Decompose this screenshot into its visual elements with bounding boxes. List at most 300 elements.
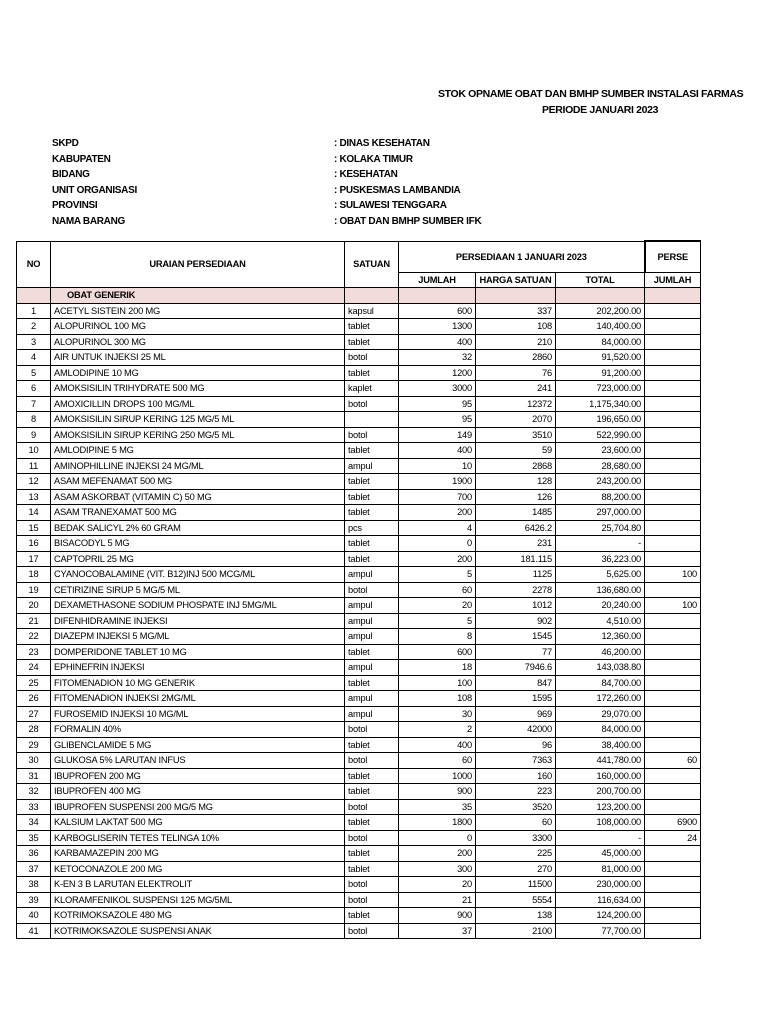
- row-total: 36,223.00: [556, 551, 645, 567]
- row-price: 7363: [476, 753, 556, 769]
- row-qty: 5: [399, 613, 476, 629]
- row-unit: botol: [345, 396, 399, 412]
- table-row: [17, 319, 701, 335]
- row-price: 3510: [476, 427, 556, 443]
- row-qty: 60: [399, 753, 476, 769]
- row-no: 10: [17, 443, 51, 459]
- row-qty: 200: [399, 846, 476, 862]
- table-row: [17, 412, 701, 428]
- row-name: IBUPROFEN 200 MG: [51, 768, 345, 784]
- table-row: [17, 505, 701, 521]
- row-no: 9: [17, 427, 51, 443]
- row-qty: 30: [399, 706, 476, 722]
- table-row: [17, 923, 701, 939]
- row-price: 76: [476, 365, 556, 381]
- row-total: 88,200.00: [556, 489, 645, 505]
- row-name: BISACODYL 5 MG: [51, 536, 345, 552]
- row-no: 27: [17, 706, 51, 722]
- row-next-qty: [645, 784, 701, 800]
- table-row: [17, 675, 701, 691]
- row-unit: botol: [345, 753, 399, 769]
- row-price: 1545: [476, 629, 556, 645]
- row-price: 241: [476, 381, 556, 397]
- row-unit: tablet: [345, 536, 399, 552]
- row-qty: 20: [399, 598, 476, 614]
- row-unit: kapsul: [345, 303, 399, 319]
- row-qty: 20: [399, 877, 476, 893]
- row-qty: 100: [399, 675, 476, 691]
- row-next-qty: [645, 474, 701, 490]
- row-unit: tablet: [345, 319, 399, 335]
- row-price: 60: [476, 815, 556, 831]
- info-value: : KOLAKA TIMUR: [334, 153, 413, 165]
- row-no: 37: [17, 861, 51, 877]
- row-total: 230,000.00: [556, 877, 645, 893]
- row-no: 29: [17, 737, 51, 753]
- row-unit: botol: [345, 799, 399, 815]
- row-no: 11: [17, 458, 51, 474]
- row-unit: tablet: [345, 815, 399, 831]
- row-total: 297,000.00: [556, 505, 645, 521]
- table-row: [17, 365, 701, 381]
- row-name: ACETYL SISTEIN 200 MG: [51, 303, 345, 319]
- row-name: AIR UNTUK INJEKSI 25 ML: [51, 350, 345, 366]
- info-key: SKPD: [52, 138, 79, 150]
- row-price: 969: [476, 706, 556, 722]
- row-next-qty: [645, 582, 701, 598]
- row-total: 441,780.00: [556, 753, 645, 769]
- row-qty: 95: [399, 396, 476, 412]
- row-no: 38: [17, 877, 51, 893]
- row-name: KOTRIMOKSAZOLE SUSPENSI ANAK: [51, 923, 345, 939]
- row-next-qty: [645, 737, 701, 753]
- stock-table-viewport: [0, 240, 768, 1020]
- row-price: 7946.6: [476, 660, 556, 676]
- row-qty: 37: [399, 923, 476, 939]
- row-qty: 400: [399, 334, 476, 350]
- row-name: ALOPURINOL 100 MG: [51, 319, 345, 335]
- table-row: [17, 784, 701, 800]
- table-row: [17, 908, 701, 924]
- row-unit: botol: [345, 582, 399, 598]
- row-unit: tablet: [345, 768, 399, 784]
- row-next-qty: [645, 520, 701, 536]
- row-unit: ampul: [345, 629, 399, 645]
- row-no: 23: [17, 644, 51, 660]
- row-next-qty: 100: [645, 598, 701, 614]
- table-row: [17, 551, 701, 567]
- row-price: 2278: [476, 582, 556, 598]
- row-no: 26: [17, 691, 51, 707]
- row-next-qty: [645, 892, 701, 908]
- row-price: 2100: [476, 923, 556, 939]
- table-row: [17, 706, 701, 722]
- table-row: [17, 768, 701, 784]
- row-unit: ampul: [345, 458, 399, 474]
- row-total: -: [556, 536, 645, 552]
- row-next-qty: [645, 365, 701, 381]
- row-next-qty: 100: [645, 567, 701, 583]
- table-row: [17, 722, 701, 738]
- row-qty: 1900: [399, 474, 476, 490]
- row-qty: 400: [399, 737, 476, 753]
- row-name: AMINOPHILLINE INJEKSI 24 MG/ML: [51, 458, 345, 474]
- row-next-qty: [645, 923, 701, 939]
- row-qty: 1800: [399, 815, 476, 831]
- table-row: [17, 629, 701, 645]
- row-next-qty: [645, 722, 701, 738]
- info-key: BIDANG: [52, 169, 90, 181]
- row-name: DIAZEPM INJEKSI 5 MG/ML: [51, 629, 345, 645]
- row-name: GLIBENCLAMIDE 5 MG: [51, 737, 345, 753]
- info-value: : KESEHATAN: [334, 169, 398, 181]
- row-qty: 0: [399, 536, 476, 552]
- row-no: 30: [17, 753, 51, 769]
- row-qty: 4: [399, 520, 476, 536]
- row-unit: tablet: [345, 737, 399, 753]
- row-unit: tablet: [345, 334, 399, 350]
- row-price: 1125: [476, 567, 556, 583]
- row-unit: botol: [345, 427, 399, 443]
- row-next-qty: [645, 908, 701, 924]
- row-total: 243,200.00: [556, 474, 645, 490]
- row-name: CAPTOPRIL 25 MG: [51, 551, 345, 567]
- row-total: 196,650.00: [556, 412, 645, 428]
- row-name: DEXAMETHASONE SODIUM PHOSPATE INJ 5MG/ML: [51, 598, 345, 614]
- row-qty: 200: [399, 551, 476, 567]
- table-row: [17, 396, 701, 412]
- info-key: UNIT ORGANISASI: [52, 184, 137, 196]
- row-total: 23,600.00: [556, 443, 645, 459]
- row-no: 15: [17, 520, 51, 536]
- row-name: ALOPURINOL 300 MG: [51, 334, 345, 350]
- row-unit: botol: [345, 877, 399, 893]
- row-price: 96: [476, 737, 556, 753]
- row-total: 38,400.00: [556, 737, 645, 753]
- row-price: 108: [476, 319, 556, 335]
- row-name: AMLODIPINE 5 MG: [51, 443, 345, 459]
- table-row: [17, 334, 701, 350]
- info-key: PROVINSI: [52, 200, 98, 212]
- row-price: 11500: [476, 877, 556, 893]
- table-row: [17, 381, 701, 397]
- table-row: [17, 877, 701, 893]
- row-name: IBUPROFEN SUSPENSI 200 MG/5 MG: [51, 799, 345, 815]
- row-qty: 900: [399, 784, 476, 800]
- row-unit: botol: [345, 923, 399, 939]
- row-total: 77,700.00: [556, 923, 645, 939]
- stock-table: [16, 240, 701, 939]
- row-price: 138: [476, 908, 556, 924]
- table-row: [17, 644, 701, 660]
- row-unit: ampul: [345, 613, 399, 629]
- row-next-qty: [645, 861, 701, 877]
- row-qty: 32: [399, 350, 476, 366]
- table-row: [17, 474, 701, 490]
- row-no: 24: [17, 660, 51, 676]
- info-row: [52, 136, 481, 152]
- table-row: [17, 536, 701, 552]
- row-unit: tablet: [345, 675, 399, 691]
- row-total: 12,360.00: [556, 629, 645, 645]
- table-row: [17, 815, 701, 831]
- row-total: 20,240.00: [556, 598, 645, 614]
- row-name: GLUKOSA 5% LARUTAN INFUS: [51, 753, 345, 769]
- row-name: FITOMENADION 10 MG GENERIK: [51, 675, 345, 691]
- row-name: CETIRIZINE SIRUP 5 MG/5 ML: [51, 582, 345, 598]
- row-price: 42000: [476, 722, 556, 738]
- row-no: 5: [17, 365, 51, 381]
- table-row: [17, 458, 701, 474]
- info-key: NAMA BARANG: [52, 215, 125, 227]
- row-no: 19: [17, 582, 51, 598]
- row-next-qty: [645, 350, 701, 366]
- row-no: 32: [17, 784, 51, 800]
- row-name: KETOCONAZOLE 200 MG: [51, 861, 345, 877]
- row-next-qty: [645, 396, 701, 412]
- row-price: 225: [476, 846, 556, 862]
- row-no: 41: [17, 923, 51, 939]
- header-satuan: SATUAN: [345, 241, 399, 288]
- info-row: [52, 152, 481, 168]
- row-unit: ampul: [345, 691, 399, 707]
- table-row: [17, 350, 701, 366]
- row-unit: ampul: [345, 567, 399, 583]
- header-total: TOTAL: [556, 273, 645, 288]
- row-no: 7: [17, 396, 51, 412]
- row-price: 337: [476, 303, 556, 319]
- info-row: [52, 167, 481, 183]
- row-total: 172,260.00: [556, 691, 645, 707]
- row-price: 223: [476, 784, 556, 800]
- row-name: KLORAMFENIKOL SUSPENSI 125 MG/5ML: [51, 892, 345, 908]
- row-name: EPHINEFRIN INJEKSI: [51, 660, 345, 676]
- row-total: 136,680.00: [556, 582, 645, 598]
- row-price: 270: [476, 861, 556, 877]
- row-price: 1595: [476, 691, 556, 707]
- row-name: AMOKSISILIN SIRUP KERING 250 MG/5 ML: [51, 427, 345, 443]
- row-name: ASAM ASKORBAT (VITAMIN C) 50 MG: [51, 489, 345, 505]
- row-qty: 1300: [399, 319, 476, 335]
- row-qty: 149: [399, 427, 476, 443]
- row-unit: tablet: [345, 846, 399, 862]
- table-row: [17, 598, 701, 614]
- row-no: 16: [17, 536, 51, 552]
- row-price: 210: [476, 334, 556, 350]
- row-no: 14: [17, 505, 51, 521]
- row-unit: tablet: [345, 908, 399, 924]
- row-total: 160,000.00: [556, 768, 645, 784]
- row-next-qty: 60: [645, 753, 701, 769]
- row-price: 1012: [476, 598, 556, 614]
- header-no: NO: [17, 241, 51, 288]
- row-next-qty: [645, 691, 701, 707]
- row-total: 124,200.00: [556, 908, 645, 924]
- row-price: 3520: [476, 799, 556, 815]
- row-name: KARBOGLISERIN TETES TELINGA 10%: [51, 830, 345, 846]
- row-price: 847: [476, 675, 556, 691]
- row-next-qty: [645, 489, 701, 505]
- row-qty: 600: [399, 644, 476, 660]
- row-next-qty: [645, 613, 701, 629]
- row-next-qty: [645, 644, 701, 660]
- row-next-qty: [645, 768, 701, 784]
- header-persediaan-awal: PERSEDIAAN 1 JANUARI 2023: [399, 241, 645, 273]
- row-name: KARBAMAZEPIN 200 MG: [51, 846, 345, 862]
- table-row: [17, 427, 701, 443]
- row-unit: botol: [345, 350, 399, 366]
- row-no: 35: [17, 830, 51, 846]
- row-qty: 0: [399, 830, 476, 846]
- row-next-qty: [645, 381, 701, 397]
- row-total: 140,400.00: [556, 319, 645, 335]
- row-name: K-EN 3 B LARUTAN ELEKTROLIT: [51, 877, 345, 893]
- row-next-qty: 6900: [645, 815, 701, 831]
- row-no: 39: [17, 892, 51, 908]
- row-total: 91,200.00: [556, 365, 645, 381]
- category-row: [17, 288, 701, 304]
- row-price: 2860: [476, 350, 556, 366]
- row-name: AMOKSISILIN TRIHYDRATE 500 MG: [51, 381, 345, 397]
- row-total: 4,510.00: [556, 613, 645, 629]
- row-no: 8: [17, 412, 51, 428]
- row-total: 84,700.00: [556, 675, 645, 691]
- row-next-qty: [645, 706, 701, 722]
- table-row: [17, 520, 701, 536]
- row-price: 128: [476, 474, 556, 490]
- row-price: 3300: [476, 830, 556, 846]
- table-row: [17, 303, 701, 319]
- row-next-qty: [645, 660, 701, 676]
- row-next-qty: [645, 319, 701, 335]
- row-qty: 18: [399, 660, 476, 676]
- row-qty: 21: [399, 892, 476, 908]
- row-name: FUROSEMID INJEKSI 10 MG/ML: [51, 706, 345, 722]
- row-qty: 108: [399, 691, 476, 707]
- row-no: 1: [17, 303, 51, 319]
- table-row: [17, 753, 701, 769]
- row-unit: tablet: [345, 365, 399, 381]
- table-row: [17, 830, 701, 846]
- row-no: 4: [17, 350, 51, 366]
- row-no: 3: [17, 334, 51, 350]
- row-unit: tablet: [345, 505, 399, 521]
- row-name: FITOMENADION INJEKSI 2MG/ML: [51, 691, 345, 707]
- row-total: 28,680.00: [556, 458, 645, 474]
- row-total: 723,000.00: [556, 381, 645, 397]
- row-unit: ampul: [345, 598, 399, 614]
- info-row: [52, 183, 481, 199]
- row-next-qty: [645, 334, 701, 350]
- row-price: 1485: [476, 505, 556, 521]
- row-total: 1,175,340.00: [556, 396, 645, 412]
- row-qty: 8: [399, 629, 476, 645]
- row-price: 77: [476, 644, 556, 660]
- row-name: FORMALIN 40%: [51, 722, 345, 738]
- table-row: [17, 660, 701, 676]
- header-jumlah-next: JUMLAH: [645, 273, 701, 288]
- row-price: 2868: [476, 458, 556, 474]
- row-no: 22: [17, 629, 51, 645]
- row-no: 18: [17, 567, 51, 583]
- row-next-qty: [645, 458, 701, 474]
- info-value: : PUSKESMAS LAMBANDIA: [334, 184, 461, 196]
- row-qty: 300: [399, 861, 476, 877]
- row-unit: botol: [345, 892, 399, 908]
- row-no: 31: [17, 768, 51, 784]
- row-next-qty: [645, 412, 701, 428]
- row-total: 123,200.00: [556, 799, 645, 815]
- row-unit: tablet: [345, 474, 399, 490]
- row-no: 34: [17, 815, 51, 831]
- row-name: DOMPERIDONE TABLET 10 MG: [51, 644, 345, 660]
- info-value: : SULAWESI TENGGARA: [334, 200, 447, 212]
- row-qty: 60: [399, 582, 476, 598]
- table-row: [17, 489, 701, 505]
- info-row: [52, 198, 481, 214]
- report-info: [52, 136, 481, 229]
- row-qty: 900: [399, 908, 476, 924]
- row-next-qty: [645, 551, 701, 567]
- row-qty: 700: [399, 489, 476, 505]
- row-unit: ampul: [345, 706, 399, 722]
- row-unit: [345, 412, 399, 428]
- row-price: 902: [476, 613, 556, 629]
- row-unit: tablet: [345, 644, 399, 660]
- header-jumlah: JUMLAH: [399, 273, 476, 288]
- row-qty: 2: [399, 722, 476, 738]
- row-unit: tablet: [345, 784, 399, 800]
- row-next-qty: [645, 505, 701, 521]
- row-price: 126: [476, 489, 556, 505]
- row-total: 91,520.00: [556, 350, 645, 366]
- row-unit: kaplet: [345, 381, 399, 397]
- header-uraian: URAIAN PERSEDIAAN: [51, 241, 345, 288]
- row-no: 21: [17, 613, 51, 629]
- row-total: 81,000.00: [556, 861, 645, 877]
- row-next-qty: [645, 303, 701, 319]
- row-unit: pcs: [345, 520, 399, 536]
- row-next-qty: [645, 629, 701, 645]
- row-total: 143,038.80: [556, 660, 645, 676]
- row-no: 12: [17, 474, 51, 490]
- row-no: 2: [17, 319, 51, 335]
- row-no: 20: [17, 598, 51, 614]
- row-name: AMOXICILLIN DROPS 100 MG/ML: [51, 396, 345, 412]
- row-qty: 5: [399, 567, 476, 583]
- table-row: [17, 846, 701, 862]
- row-qty: 35: [399, 799, 476, 815]
- row-total: 84,000.00: [556, 722, 645, 738]
- row-name: AMOKSISILIN SIRUP KERING 125 MG/5 ML: [51, 412, 345, 428]
- category-label: OBAT GENERIK: [51, 288, 345, 304]
- row-unit: botol: [345, 722, 399, 738]
- row-name: IBUPROFEN 400 MG: [51, 784, 345, 800]
- row-unit: ampul: [345, 660, 399, 676]
- row-next-qty: [645, 427, 701, 443]
- row-total: 29,070.00: [556, 706, 645, 722]
- row-price: 6426.2: [476, 520, 556, 536]
- header-harga-satuan: HARGA SATUAN: [476, 273, 556, 288]
- row-next-qty: [645, 846, 701, 862]
- row-next-qty: [645, 675, 701, 691]
- row-no: 40: [17, 908, 51, 924]
- table-row: [17, 691, 701, 707]
- row-qty: 1200: [399, 365, 476, 381]
- row-qty: 1000: [399, 768, 476, 784]
- table-row: [17, 737, 701, 753]
- row-price: 181.115: [476, 551, 556, 567]
